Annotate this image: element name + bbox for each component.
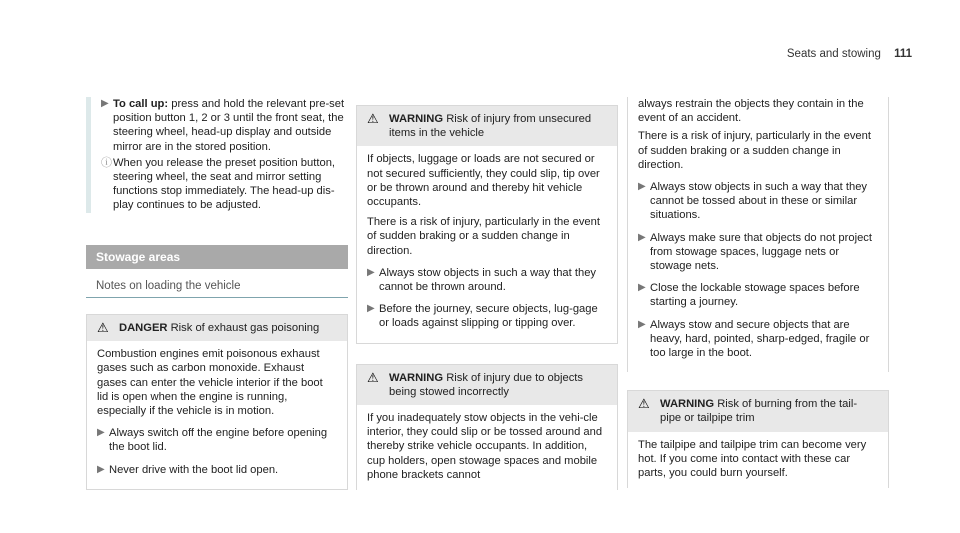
subheading: Notes on loading the vehicle (86, 269, 348, 298)
warning-box (356, 364, 618, 490)
danger-box (86, 314, 348, 490)
list-item-text: Always stow objects in such a way that they cannot be thrown around. (379, 266, 597, 294)
warning-header (357, 106, 617, 146)
step-text: press and hold the relevant pre-set position button 1, 2 or 3 until the front seat, the steering wheel, head-up display and outside mirror are in the stored position. (113, 98, 345, 153)
step-label: To call up: (113, 98, 169, 110)
list-item (357, 302, 607, 330)
arrow-icon: ▶ (367, 266, 375, 278)
info-icon: ⓘ (101, 156, 112, 169)
instruction-block (86, 97, 348, 213)
warning-triangle-icon: ⚠ (97, 320, 109, 336)
warning-triangle-icon: ⚠ (638, 396, 650, 412)
list-item-text: Before the journey, secure objects, lug-gage or loads against slipping or tipping over. (379, 303, 598, 330)
list-item-text: Always switch off the engine before opening the boot lid. (109, 427, 328, 454)
note-text: When you release the preset position button, steering wheel, the seat and mirror setting functions stop immediately. The head-up dis-play continues to be adjusted. (113, 156, 336, 212)
danger-header (87, 315, 347, 341)
arrow-icon: ▶ (101, 98, 109, 109)
list-item-text: Always stow objects in such a way that they cannot be tossed about in these or similar situations. (650, 181, 868, 222)
paragraph: always restrain the objects they contain in the event of an accident. (638, 98, 864, 125)
warning-continuation (627, 97, 889, 372)
warning-title: Risk of injury due to objects being stowed incorrectly (389, 371, 583, 398)
section-title: Stowage areas (86, 245, 348, 269)
list-item (628, 180, 878, 223)
warning-box (627, 390, 889, 488)
list-item (628, 231, 878, 274)
section-name: Seats and stowing (786, 48, 881, 60)
list-item-text: Close the lockable stowage spaces before starting a journey. (650, 282, 860, 309)
warning-title: Risk of burning from the tail-pipe or tailpipe trim (660, 398, 858, 425)
column-1 (86, 97, 348, 490)
arrow-icon: ▶ (638, 318, 646, 330)
note-item (91, 156, 348, 213)
warning-title: Risk of injury from unsecured items in the vehicle (389, 113, 592, 140)
arrow-icon: ▶ (638, 282, 646, 294)
arrow-icon: ▶ (97, 463, 105, 475)
list-item-text: Always make sure that objects do not project from stowage spaces, luggage nets or stowage nets. (650, 231, 872, 273)
warning-paragraph: If objects, luggage or loads are not secured or not secured sufficiently, they could slip, tip over or be thrown around and thereby hit vehicle occupants. (367, 153, 600, 209)
warning-body (357, 146, 617, 342)
warning-body (357, 405, 617, 490)
step-item (91, 97, 348, 154)
page-header (787, 48, 912, 60)
warning-header (357, 365, 617, 405)
warning-paragraph: There is a risk of injury, particularly in the event of sudden braking or a sudden change in direction. (367, 216, 600, 257)
list-item (357, 266, 607, 294)
arrow-icon: ▶ (97, 427, 105, 439)
paragraph: There is a risk of injury, particularly in the event of sudden braking or a sudden change in direction. (638, 130, 871, 171)
column-3 (627, 97, 889, 488)
warning-paragraph: The tailpipe and tailpipe trim can become very hot. If you come into contact with these car parts, you could burn yourself. (638, 438, 867, 480)
warning-body (628, 432, 888, 489)
list-item-text: Always stow and secure objects that are heavy, hard, pointed, sharp-edged, fragile or too large in the boot. (650, 318, 870, 360)
warning-triangle-icon: ⚠ (367, 369, 379, 385)
warning-keyword: WARNING (389, 371, 444, 384)
list-item (628, 318, 878, 361)
column-2 (356, 97, 618, 490)
danger-keyword: DANGER (119, 322, 168, 335)
list-item (628, 281, 878, 309)
warning-header (628, 391, 888, 431)
list-item-text: Never drive with the boot lid open. (109, 463, 279, 476)
warning-keyword: WARNING (660, 398, 715, 411)
warning-box (356, 105, 618, 344)
arrow-icon: ▶ (638, 181, 646, 193)
arrow-icon: ▶ (367, 303, 375, 315)
danger-body (87, 341, 347, 489)
page-number: 111 (894, 48, 912, 60)
arrow-icon: ▶ (638, 231, 646, 243)
list-item (87, 463, 337, 477)
warning-keyword: WARNING (389, 113, 444, 125)
danger-title: Risk of exhaust gas poisoning (170, 322, 320, 335)
danger-text: Combustion engines emit poisonous exhaust gases such as carbon monoxide. Exhaust gases can enter the vehicle interior if the boot lid is open when the engine is running, especially if the vehicle is in motion. (97, 348, 323, 418)
warning-paragraph: If you inadequately stow objects in the vehi-cle interior, they could slip or be tossed around and thereby strike vehicle occupants. In addition, cup holders, open stowage spaces and mobile phone brackets cannot (367, 412, 603, 481)
warning-triangle-icon: ⚠ (367, 111, 379, 126)
list-item (87, 426, 337, 454)
